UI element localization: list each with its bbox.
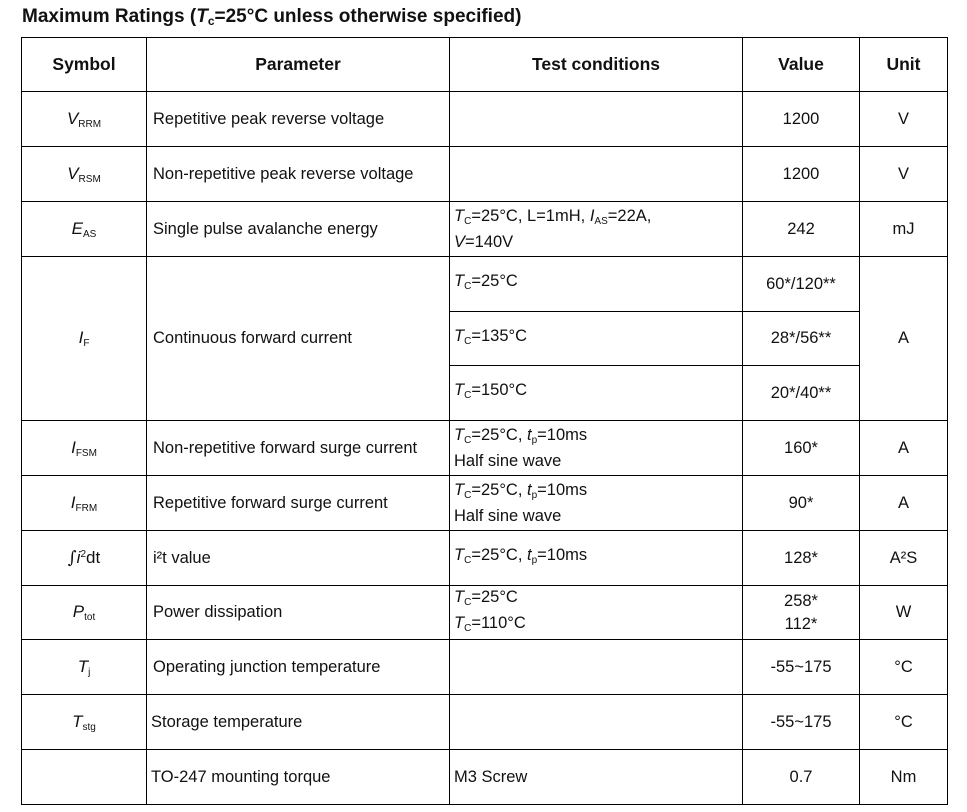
conditions-cell [450,147,743,202]
value-cell: -55~175 [743,640,860,695]
table-row [22,695,948,750]
header-test-conditions: Test conditions [450,38,743,92]
table-row [22,92,948,147]
symbol-cell: $\int i^2dt$ [22,531,147,586]
conditions-cell [450,640,743,695]
parameter-cell: Non-repetitive peak reverse voltage [147,147,450,202]
table-row [22,750,948,805]
conditions-cell: $T_C=25^\circ C$ $T_C=110^\circ C$ [450,586,743,640]
header-parameter: Parameter [147,38,450,92]
table-row [22,257,948,312]
value-cell: 28*/56** [743,312,860,366]
value-cell: 0.7 [743,750,860,805]
parameter-cell: i²t value [147,531,450,586]
symbol-cell: $I_{FSM}$ [22,421,147,476]
parameter-cell: Operating junction temperature [147,640,450,695]
symbol-cell: $E_{AS}$ [22,202,147,257]
conditions-cell: $T_C=25^\circ C$, $t_p=10ms$ Half sine wave [450,421,743,476]
conditions-cell [450,695,743,750]
table-row [22,586,948,640]
conditions-cell: $T_C=25^\circ C$ [450,257,743,312]
unit-cell: °C [860,695,948,750]
table-row [22,531,948,586]
value-cell: 258* 112* [743,586,860,640]
table-header-row [22,38,948,92]
symbol-cell: $T_j$ [22,640,147,695]
value-cell: 128* [743,531,860,586]
symbol-cell: $T_{stg}$ [22,695,147,750]
symbol-cell [22,750,147,805]
value-cell: 242 [743,202,860,257]
parameter-cell: Non-repetitive forward surge current [147,421,450,476]
value-cell: 1200 [743,147,860,202]
unit-cell: °C [860,640,948,695]
table-row [22,640,948,695]
symbol-cell: $P_{tot}$ [22,586,147,640]
parameter-cell: Continuous forward current [147,257,450,421]
value-cell: -55~175 [743,695,860,750]
conditions-cell: M3 Screw [450,750,743,805]
parameter-cell: Power dissipation [147,586,450,640]
page-title: Maximum Ratings ($T_c=25^\circ C$ unless otherwise specified) [22,6,522,28]
unit-cell: A [860,257,948,421]
header-value: Value [743,38,860,92]
parameter-cell: TO-247 mounting torque [147,750,450,805]
table-row [22,421,948,476]
unit-cell: A²S [860,531,948,586]
conditions-cell [450,92,743,147]
parameter-cell: Storage temperature [147,695,450,750]
symbol-cell: $V_{RRM}$ [22,92,147,147]
value-cell: 1200 [743,92,860,147]
conditions-cell: $T_C=150^\circ C$ [450,366,743,421]
parameter-cell: Repetitive peak reverse voltage [147,92,450,147]
unit-cell: V [860,147,948,202]
parameter-cell: Single pulse avalanche energy [147,202,450,257]
value-cell: 20*/40** [743,366,860,421]
unit-cell: V [860,92,948,147]
unit-cell: Nm [860,750,948,805]
symbol-cell: $I_{FRM}$ [22,476,147,531]
parameter-cell: Repetitive forward surge current [147,476,450,531]
symbol-cell: $I_F$ [22,257,147,421]
header-unit: Unit [860,38,948,92]
value-cell: 160* [743,421,860,476]
unit-cell: mJ [860,202,948,257]
unit-cell: A [860,421,948,476]
table-row [22,147,948,202]
conditions-cell: $T_C=135^\circ C$ [450,312,743,366]
ratings-table [21,37,948,805]
table-row [22,202,948,257]
unit-cell: A [860,476,948,531]
conditions-cell: $T_C=25^\circ C$, L=1mH, $I_{AS}=22A$, V=140V [450,202,743,257]
header-symbol: Symbol [22,38,147,92]
value-cell: 90* [743,476,860,531]
value-cell: 60*/120** [743,257,860,312]
symbol-cell: $V_{RSM}$ [22,147,147,202]
conditions-cell: $T_C=25^\circ C$, $t_p=10ms$ Half sine wave [450,476,743,531]
table-row [22,476,948,531]
unit-cell: W [860,586,948,640]
conditions-cell: $T_C=25^\circ C$, $t_p=10ms$ [450,531,743,586]
